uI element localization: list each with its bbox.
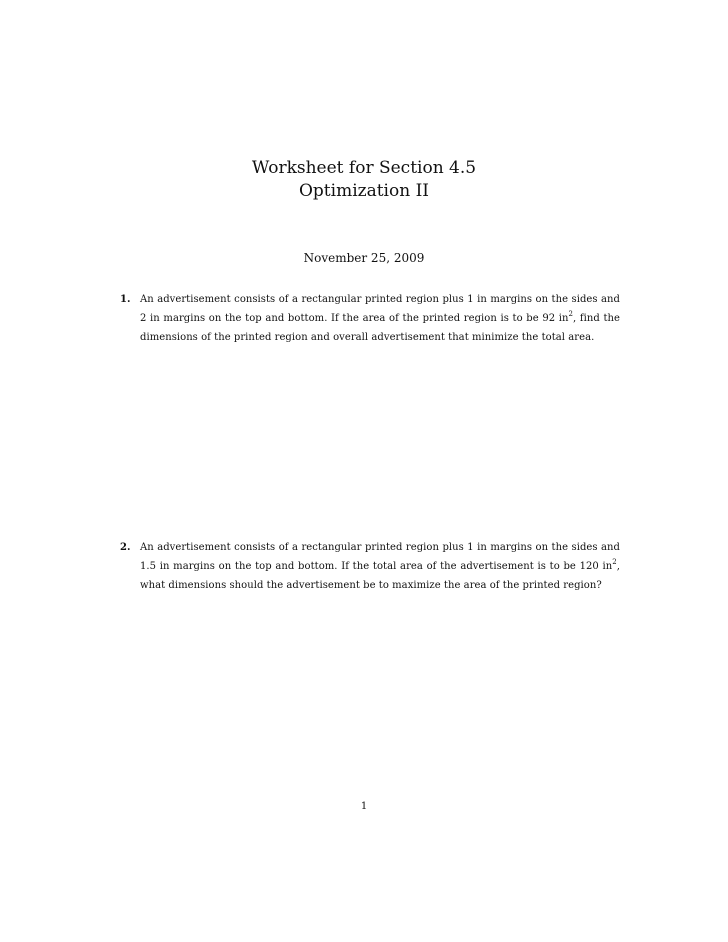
problem-2-text xyxy=(140,538,620,595)
problem-1-text-main: An advertisement consists of a rectangular printed region plus 1 in margins on the sides and 2 in margins on the top and bottom. If the area of the printed region is to be 92 in xyxy=(140,294,620,324)
problem-2-number: 2. xyxy=(120,542,131,553)
page-number: 1 xyxy=(360,801,368,812)
worksheet-subtitle: Optimization II xyxy=(298,181,430,201)
problem-1 xyxy=(120,290,620,347)
problem-2 xyxy=(120,538,620,595)
problem-2-exponent: 2 xyxy=(612,558,617,566)
problem-2-text-tail: , what dimensions should the advertisement be to maximize the area of the printed region? xyxy=(140,561,620,591)
problem-2-text-main: An advertisement consists of a rectangular printed region plus 1 in margins on the sides and 1.5 in margins on the top and bottom. If the total area of the advertisement is to be 120 in xyxy=(140,542,620,572)
problem-1-text-tail: , find the dimensions of the printed region and overall advertisement that minimize the total area. xyxy=(140,313,621,343)
problem-1-exponent: 2 xyxy=(568,310,574,318)
worksheet-title: Worksheet for Section 4.5 xyxy=(251,158,477,178)
worksheet-date: November 25, 2009 xyxy=(303,251,425,265)
problem-1-number: 1. xyxy=(120,294,131,305)
problem-1-text xyxy=(140,290,620,347)
